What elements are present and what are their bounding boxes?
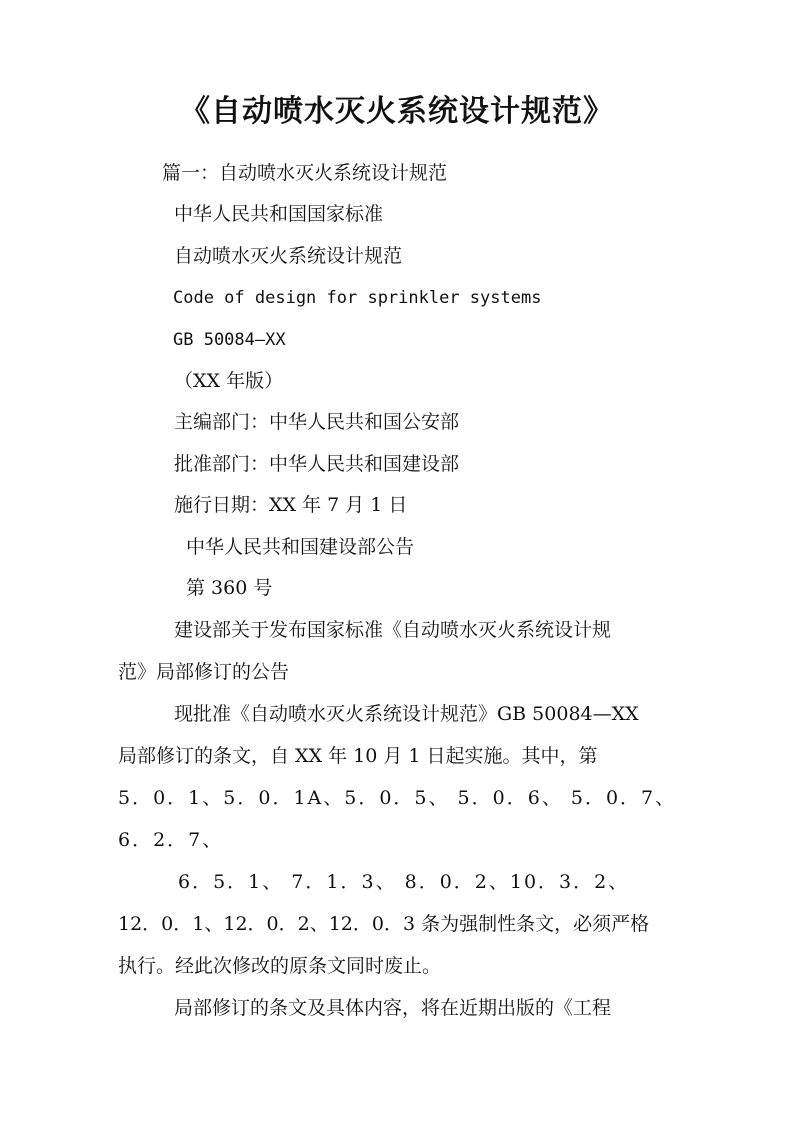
paragraph-line: 建设部关于发布国家标准《自动喷水灭火系统设计规 bbox=[174, 619, 612, 641]
standard-name-line: 自动喷水灭火系统设计规范 bbox=[174, 245, 403, 267]
announcement-number-line: 第 360 号 bbox=[186, 577, 273, 599]
chief-department-line: 主编部门：中华人民共和国公安部 bbox=[174, 411, 460, 433]
paragraph-line: 12．0．1、12．0．2、12．0．3 条为强制性条文，必须严格 bbox=[118, 913, 650, 935]
document-title: 《自动喷水灭火系统设计规范》 bbox=[180, 94, 614, 129]
paragraph-line: 局部修订的条文，自 XX 年 10 月 1 日起实施。其中，第 bbox=[118, 745, 598, 767]
approval-department-line: 批准部门：中华人民共和国建设部 bbox=[174, 453, 460, 475]
effective-date-line: 施行日期：XX 年 7 月 1 日 bbox=[174, 494, 408, 516]
edition-line: （XX 年版） bbox=[174, 370, 284, 392]
paragraph-line: 5．0．1、5．0．1A、5．0．5、 5．0．6、 5．0．7、 bbox=[118, 787, 677, 809]
paragraph-line: 范》局部修订的公告 bbox=[118, 661, 290, 683]
paragraph-line: 6．5．1、 7．1．3、 8．0．2、10．3．2、 bbox=[178, 871, 630, 893]
chapter-heading: 篇一：自动喷水灭火系统设计规范 bbox=[162, 162, 448, 184]
paragraph-line: 局部修订的条文及具体内容，将在近期出版的《工程 bbox=[174, 997, 612, 1019]
standard-type-line: 中华人民共和国国家标准 bbox=[174, 203, 384, 225]
paragraph-line: 现批准《自动喷水灭火系统设计规范》GB 50084—XX bbox=[174, 703, 639, 725]
paragraph-line: 执行。经此次修改的原条文同时废止。 bbox=[118, 955, 442, 977]
paragraph-line: 6．2．7、 bbox=[118, 829, 224, 851]
announcement-title-line: 中华人民共和国建设部公告 bbox=[186, 536, 415, 558]
standard-code-line: GB 50084—XX bbox=[173, 330, 286, 350]
english-title-line: Code of design for sprinkler systems bbox=[173, 288, 542, 308]
